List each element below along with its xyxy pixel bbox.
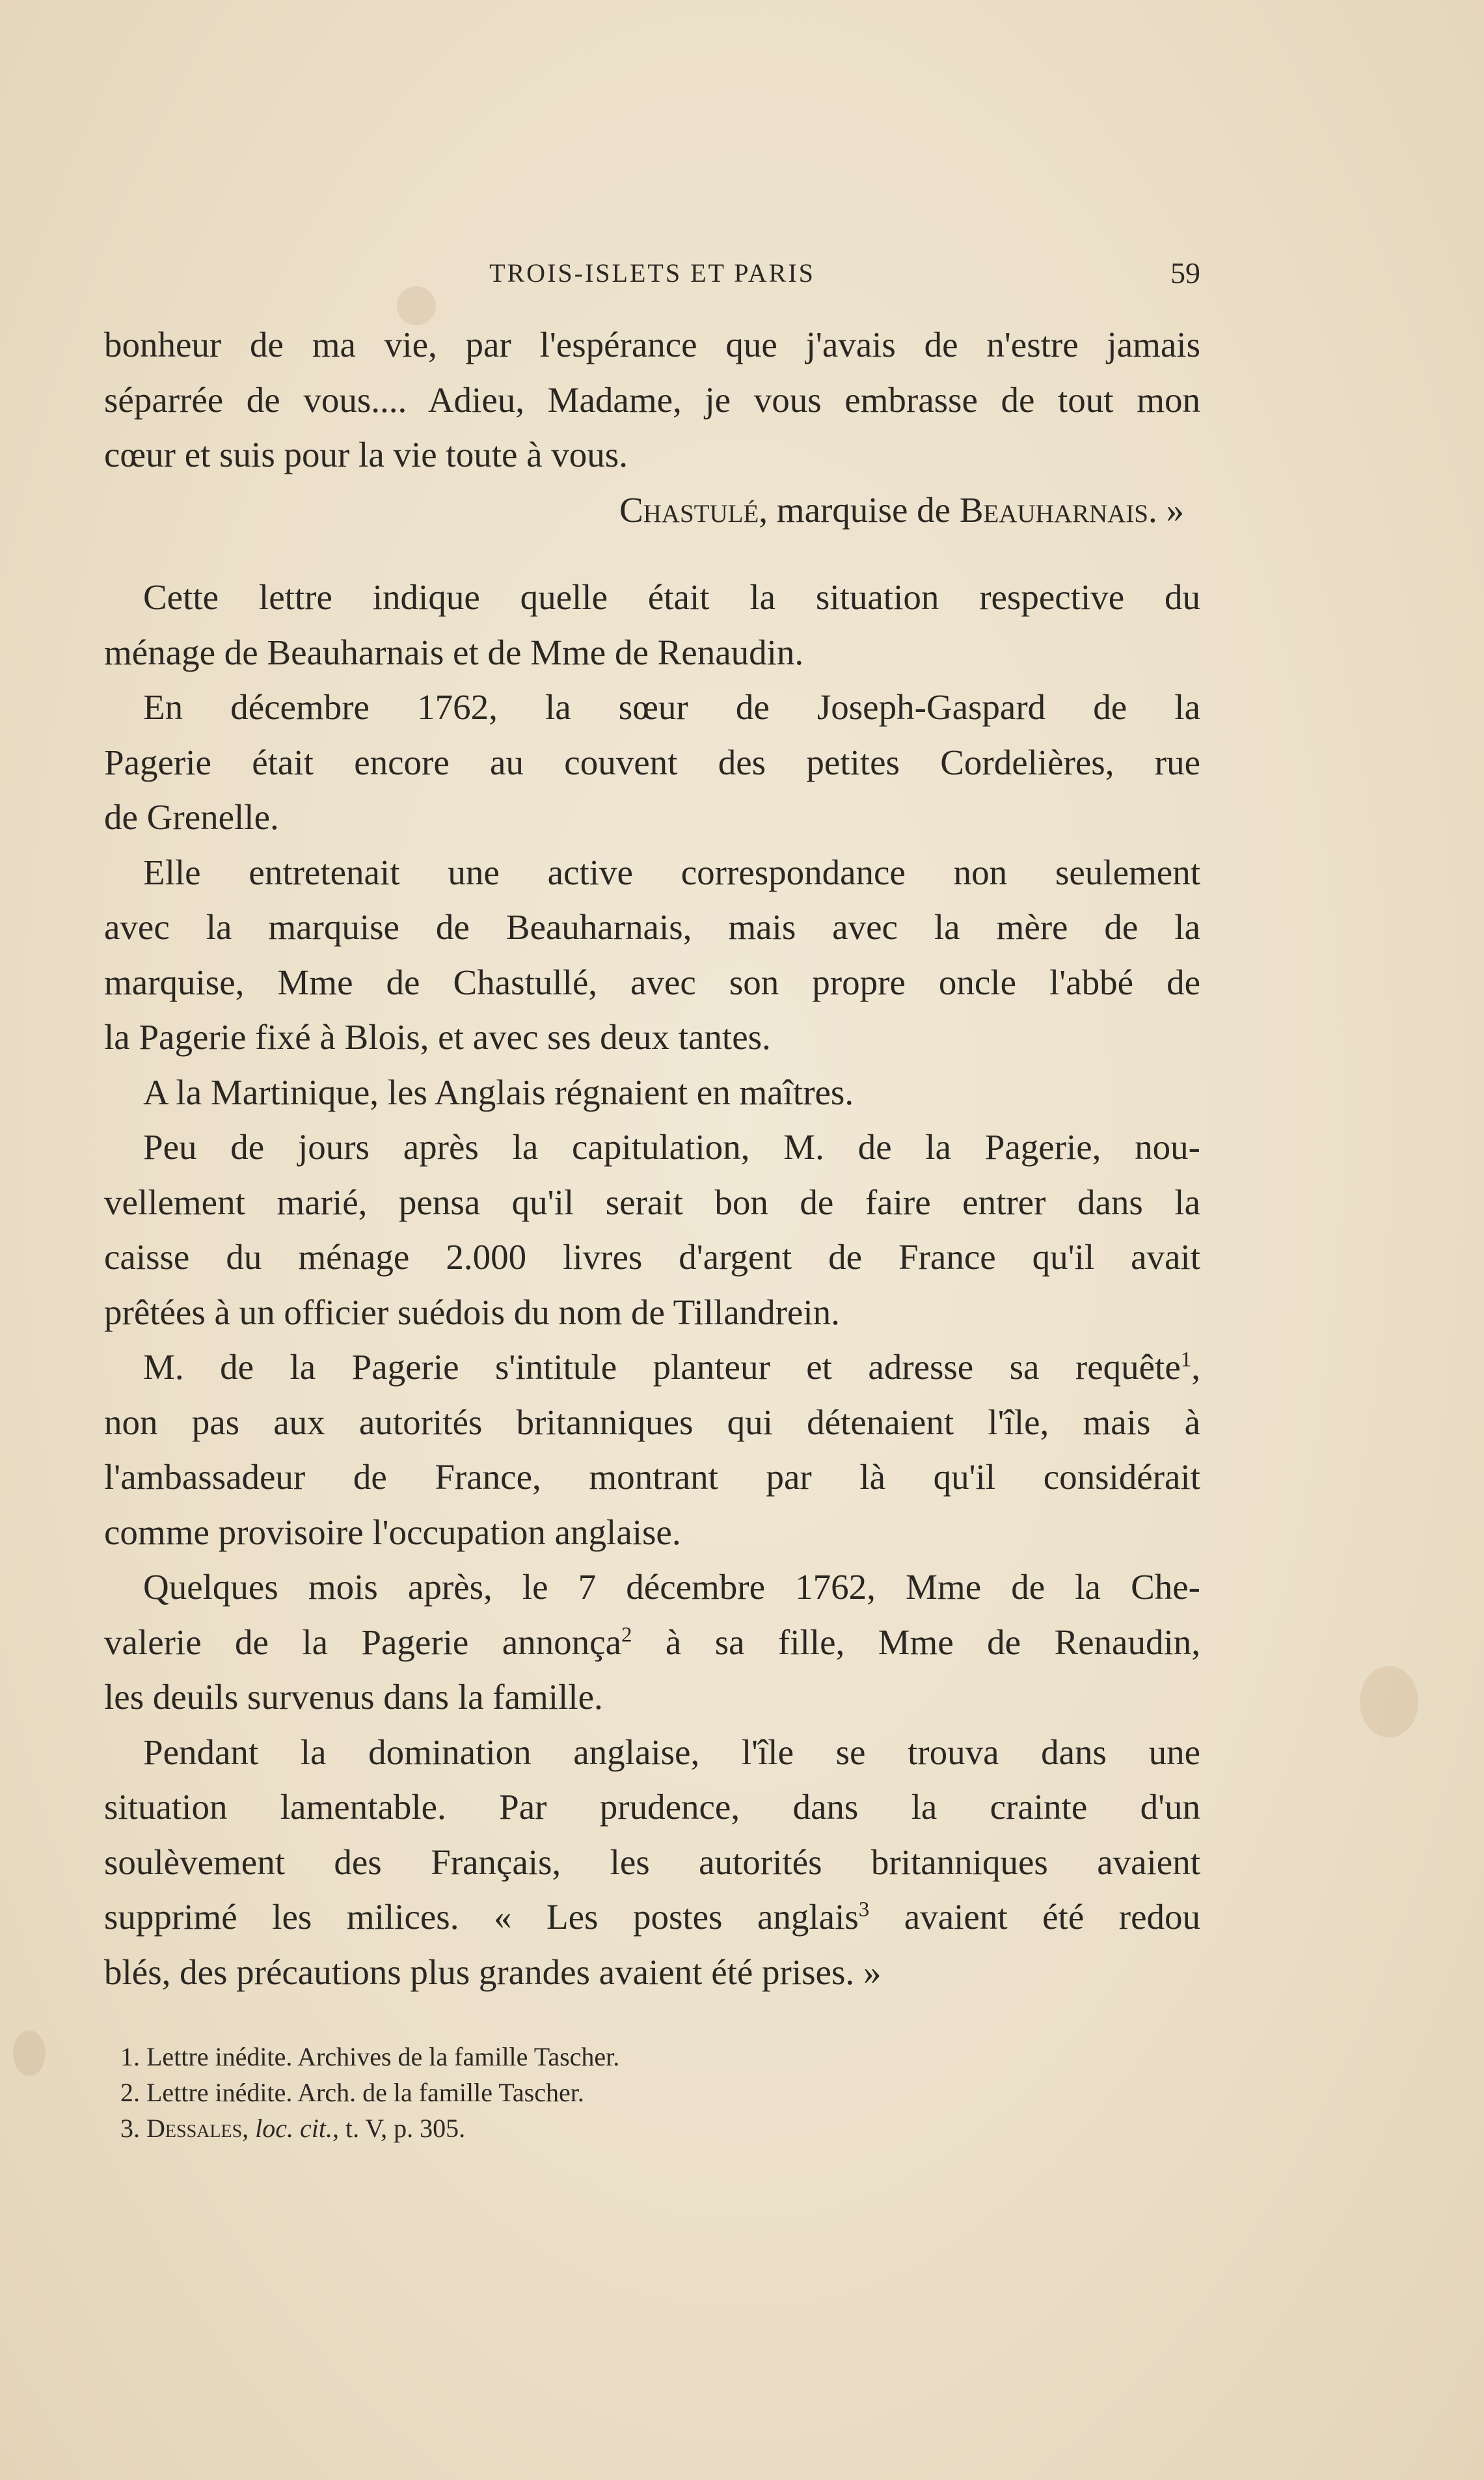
- footnote-3: [120, 2110, 1161, 2146]
- signature-family: Beauharnais: [959, 489, 1148, 530]
- text-line: de Grenelle.: [104, 797, 279, 837]
- text-line: la Pagerie fixé à Blois, et avec ses deux tantes.: [104, 1017, 771, 1057]
- footnotes: [120, 2039, 1161, 2146]
- text-line: bonheur de ma vie, par l'espérance que j'avais de n'estre jamais: [104, 325, 1200, 364]
- text-line: soulèvement des Français, les autorités britanniques avaient: [104, 1842, 1200, 1882]
- footnote-ref-2: 2: [621, 1623, 632, 1647]
- text-segment: ,: [1191, 1347, 1200, 1387]
- text-line: Pagerie était encore au couvent des petites Cordelières, rue: [104, 742, 1200, 782]
- signature-name: Chastulé: [619, 489, 759, 530]
- footnote-text: Lettre inédite. Archives de la famille Tascher.: [146, 2042, 620, 2071]
- text-line: l'ambassadeur de France, montrant par là qu'il considérait: [104, 1457, 1200, 1497]
- text-line: caisse du ménage 2.000 livres d'argent de France qu'il avait: [104, 1237, 1200, 1277]
- paper-stain: [1360, 1666, 1418, 1737]
- footnote-number: 3.: [120, 2114, 140, 2143]
- text-line: ménage de Beauharnais et de Mme de Renaudin.: [104, 632, 804, 672]
- page-number: 59: [1170, 256, 1200, 290]
- footnote-number: 1.: [120, 2042, 140, 2071]
- footnote-separator: ,: [242, 2114, 256, 2143]
- footnote-author: Dessales: [146, 2114, 243, 2143]
- signature-title: , marquise de: [759, 489, 960, 530]
- text-line: comme provisoire l'occupation anglaise.: [104, 1512, 681, 1552]
- text-line: [104, 1340, 1200, 1395]
- text-line: situation lamentable. Par prudence, dans la crainte d'un: [104, 1787, 1200, 1827]
- text-line: prêtées à un officier suédois du nom de Tillandrein.: [104, 1292, 840, 1332]
- text-segment: avaient été redou: [869, 1897, 1200, 1937]
- letter-signature: [104, 483, 1200, 538]
- footnote-ref-1: 1: [1180, 1348, 1192, 1372]
- text-line: cœur et suis pour la vie toute à vous.: [104, 435, 628, 474]
- main-text: [104, 318, 1200, 2000]
- footnote-text: , t. V, p. 305.: [332, 2114, 466, 2143]
- text-line: Peu de jours après la capitulation, M. de la Pagerie, nou-: [143, 1127, 1200, 1167]
- footnote-text: Lettre inédite. Arch. de la famille Tascher.: [146, 2078, 584, 2107]
- text-line: [104, 1615, 1200, 1670]
- text-line: non pas aux autorités britanniques qui détenaient l'île, mais à: [104, 1402, 1200, 1442]
- text-line: blés, des précautions plus grandes avaient été prises. »: [104, 1952, 882, 1992]
- text-line: séparrée de vous.... Adieu, Madame, je vous embrasse de tout mon: [104, 379, 1200, 420]
- text-segment: supprimé les milices. « Les postes anglais: [104, 1897, 859, 1937]
- text-line: Elle entretenait une active correspondance non seulement: [143, 852, 1200, 892]
- text-line: marquise, Mme de Chastullé, avec son propre oncle l'abbé de: [104, 962, 1200, 1002]
- text-line: avec la marquise de Beauharnais, mais avec la mère de la: [104, 907, 1200, 947]
- footnote-2: [120, 2075, 1161, 2110]
- text-line: En décembre 1762, la sœur de Joseph-Gaspard de la: [143, 687, 1200, 727]
- text-line: Cette lettre indique quelle était la situation respective du: [143, 577, 1200, 617]
- footnote-number: 2.: [120, 2078, 140, 2107]
- signature-close: . »: [1148, 489, 1184, 530]
- footnote-work: loc. cit.: [255, 2114, 332, 2143]
- text-segment: M. de la Pagerie s'intitule planteur et adresse sa requête: [143, 1347, 1181, 1387]
- footnote-1: [120, 2039, 1161, 2075]
- paper-stain: [13, 2030, 46, 2076]
- text-line: Quelques mois après, le 7 décembre 1762, Mme de la Che-: [143, 1567, 1200, 1607]
- running-title: TROIS-ISLETS ET PARIS: [489, 258, 815, 288]
- text-segment: valerie de la Pagerie annonça: [104, 1622, 621, 1662]
- paragraph-gap: [104, 538, 1200, 570]
- text-line: Pendant la domination anglaise, l'île se trouva dans une: [143, 1732, 1200, 1772]
- page-header: [104, 251, 1200, 296]
- text-line: vellement marié, pensa qu'il serait bon de faire entrer dans la: [104, 1182, 1200, 1222]
- text-line: A la Martinique, les Anglais régnaient en maîtres.: [143, 1072, 854, 1112]
- text-line: [104, 1890, 1200, 1945]
- text-line: les deuils survenus dans la famille.: [104, 1677, 603, 1717]
- text-segment: à sa fille, Mme de Renaudin,: [632, 1622, 1200, 1662]
- footnote-ref-3: 3: [858, 1898, 870, 1922]
